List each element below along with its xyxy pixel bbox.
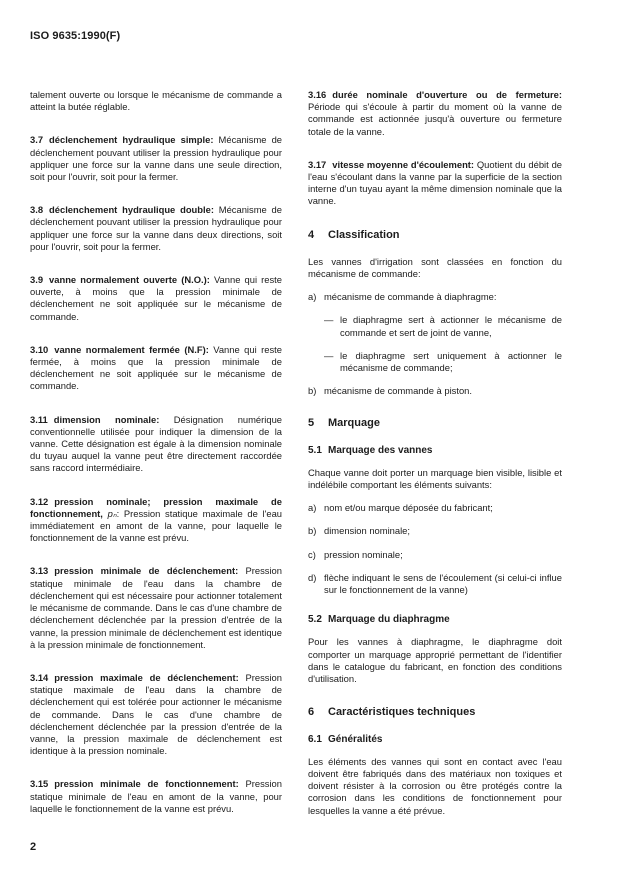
- definition-3-11: 3.11 dimension nominale: Désignation numérique conventionnelle utilisée pour indiquer la dimension de la vanne. Cette désignation est égale à la dimension nominale du tuyau auquel la vanne peut être directement raccordée sans raccord intermédiaire.: [30, 413, 282, 474]
- dash-item-2: — le diaphragme sert uniquement à actionner le mécanisme de commande;: [324, 349, 562, 374]
- section-5-2-text: Pour les vannes à diaphragme, le diaphragme doit comporter un marquage approprié permettant de l'identifier dans le catalogue du fabricant, en fonction des conditions d'utilisation.: [308, 636, 562, 685]
- definition-3-17: 3.17 vitesse moyenne d'écoulement: Quotient du débit de l'eau s'écoulant dans la vanne par la superficie de la section interne d'un tuyau ayant la même dimension nominale que la vanne.: [308, 158, 562, 207]
- page-number: 2: [30, 841, 37, 853]
- pressure-symbol: pₙ: [107, 507, 117, 519]
- list-item-b: b) mécanisme de commande à piston.: [308, 385, 472, 397]
- intro-continuation: talement ouverte ou lorsque le mécanisme de commande a atteint la butée réglable.: [30, 89, 282, 113]
- section-4-heading: 4 Classification: [308, 228, 400, 241]
- definition-3-10: 3.10 vanne normalement fermée (N.F): Vanne qui reste fermée, à moins que la pression minimale de déclenchement ne soit appliquée sur le mécanisme de commande.: [30, 343, 282, 392]
- definition-3-16: 3.16 durée nominale d'ouverture ou de fermeture: Période qui s'écoule à partir du moment où la vanne de commande est actionnée jusqu'à ouverture ou fermeture totale de la vanne.: [308, 89, 562, 137]
- section-5-heading: 5 Marquage: [308, 417, 380, 430]
- section-5-1-intro: Chaque vanne doit porter un marquage bien visible, lisible et indélébile comportant les éléments suivants:: [308, 466, 562, 491]
- definition-3-8: 3.8 déclenchement hydraulique double: Mécanisme de déclenchement pouvant utiliser la pression hydraulique pour appliquer une force sur la vanne dans deux directions, soit pour l'ouvrir, soit pour la fermer.: [30, 204, 282, 252]
- dash-item-1: — le diaphragme sert à actionner le mécanisme de commande et sert de joint de vanne,: [324, 314, 562, 338]
- section-5-2-heading: 5.2 Marquage du diaphragme: [308, 614, 450, 626]
- definition-3-13: 3.13 pression minimale de déclenchement: Pression statique minimale de l'eau dans la chambre de déclenchement qui est nécessaire pour actionner totalement le mécanisme de commande. Dans le cas d'une chambre de déclenchement déclenchée par la pression d'entrée de la vanne, la pression minimale de déclenchement est identique à la pression minimale de fonctionnement.: [30, 565, 282, 650]
- marking-item-d: d) flèche indiquant le sens de l'écoulement (si celui-ci influe sur le fonctionnement de la vanne): [308, 571, 562, 596]
- left-column: [30, 89, 282, 836]
- definition-3-14: 3.14 pression maximale de déclenchement: Pression statique maximale de l'eau dans la chambre de déclenchement qui est tolérée pour actionner le mécanisme de commande. Dans le cas d'une chambre de déclenchement déclenchée par la pression d'entrée de la vanne, la pression maximale de déclenchement est identique à la pression nominale.: [30, 671, 282, 757]
- marking-item-a: a) nom et/ou marque déposée du fabricant;: [308, 502, 493, 514]
- section-6-1-text: Les éléments des vannes qui sont en contact avec l'eau doivent être fabriqués dans des matériaux non toxiques et doivent résister à la corrosion ou être protégés contre la corrosion dans les conditions de fonctionnement pour lesquelles la vanne a été prévue.: [308, 755, 562, 816]
- section-5-1-heading: 5.1 Marquage des vannes: [308, 444, 433, 456]
- definition-3-15: 3.15 pression minimale de fonctionnement: Pression statique minimale de l'eau en amont de la vanne, pour laquelle le fonctionnement de la vanne est prévu.: [30, 778, 282, 814]
- section-6-heading: 6 Caractéristiques techniques: [308, 706, 476, 719]
- section-4-intro: Les vannes d'irrigation sont classées en fonction du mécanisme de commande:: [308, 255, 562, 280]
- definition-3-12: 3.12 pression nominale; pression maximale de fonctionnement, pₙ: Pression statique maximale de l'eau immédiatement en amont de la vanne, pour laquelle le fonctionnement de la vanne est prévu.: [30, 495, 283, 544]
- section-6-1-heading: 6.1 Généralités: [308, 733, 383, 745]
- document-header-code: ISO 9635:1990(F): [30, 30, 121, 42]
- right-column: [308, 89, 562, 817]
- definition-3-7: 3.7 déclenchement hydraulique simple: Mécanisme de déclenchement pouvant utiliser la pression hydraulique pour appliquer une force sur la vanne dans une seule direction, soit pour l'ouvrir, soit pour la fermer.: [30, 134, 282, 183]
- marking-item-c: c) pression nominale;: [308, 548, 403, 560]
- marking-item-b: b) dimension nominale;: [308, 525, 410, 537]
- list-item-a: a) mécanisme de commande à diaphragme:: [308, 291, 497, 303]
- definition-3-9: 3.9 vanne normalement ouverte (N.O.): Vanne qui reste ouverte, à moins que la pression minimale de déclenchement ne soit appliquée sur le mécanisme de commande.: [30, 274, 282, 322]
